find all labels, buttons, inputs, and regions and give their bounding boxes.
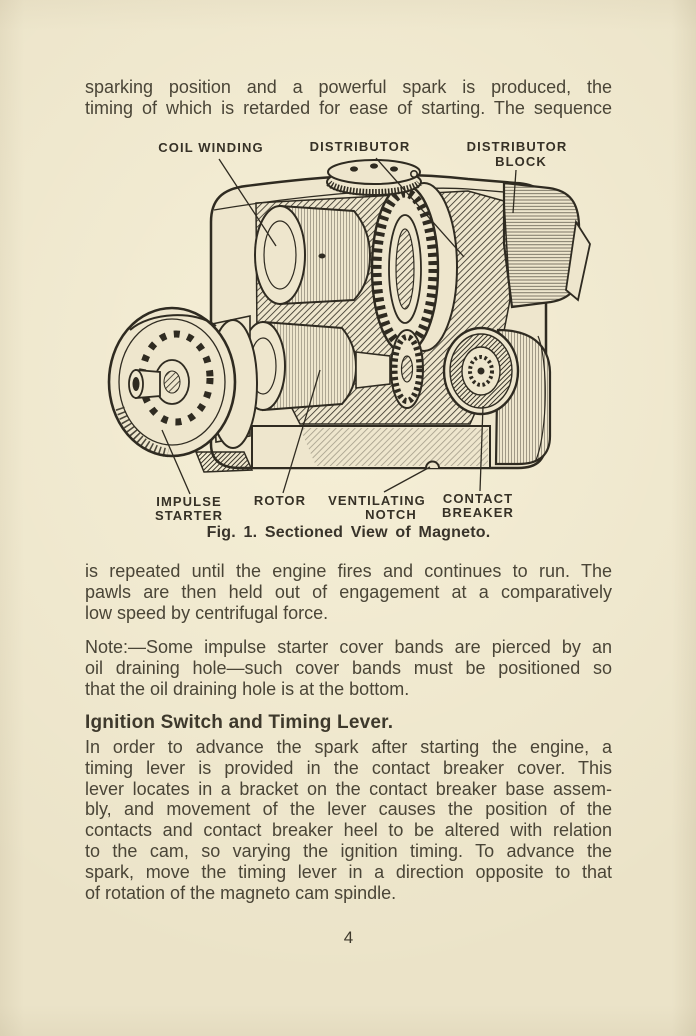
text-line: sparking position and a powerful spark is produced, the bbox=[85, 77, 612, 97]
label-ventilating-notch: NOTCH bbox=[365, 507, 417, 522]
section-heading: Ignition Switch and Timing Lever. bbox=[85, 712, 394, 733]
timing-paragraph bbox=[85, 737, 612, 903]
text-line: bly, and movement of the lever causes the position of the bbox=[85, 799, 612, 820]
text-line: to the cam, so varying the ignition timing. To advance the bbox=[85, 840, 612, 861]
distributor-block-part bbox=[504, 183, 590, 307]
magneto-base bbox=[252, 426, 490, 468]
impulse-starter-part bbox=[109, 308, 257, 472]
rotor-part bbox=[241, 322, 356, 410]
label-rotor: ROTOR bbox=[253, 493, 307, 508]
rotor-shaft bbox=[356, 352, 390, 388]
text-line: spark, move the timing lever in a direction opposite to that bbox=[85, 861, 612, 882]
label-contact-breaker: BREAKER bbox=[442, 505, 514, 520]
text-line: oil draining hole—such cover bands must be positioned so bbox=[85, 657, 612, 678]
label-impulse-starter: IMPULSE bbox=[156, 494, 222, 509]
text-line: low speed by centrifugal force. bbox=[85, 602, 329, 623]
coil-winding-part bbox=[255, 206, 370, 304]
contact-breaker-part bbox=[444, 328, 518, 414]
ventilating-notch-part bbox=[426, 462, 439, 469]
text-line: In order to advance the spark after starting the engine, a bbox=[85, 737, 612, 757]
label-ventilating-notch: VENTILATING bbox=[328, 493, 426, 508]
figure-caption: Fig. 1. Sectioned View of Magneto. bbox=[206, 524, 491, 541]
text-line: lever locates in a bracket on the contact breaker base assem- bbox=[85, 778, 612, 799]
pinion-gear bbox=[391, 330, 423, 408]
page-number: 4 bbox=[343, 928, 354, 947]
label-distributor: DISTRIBUTOR bbox=[309, 139, 411, 154]
text-line: of rotation of the magneto cam spindle. bbox=[85, 882, 397, 903]
label-coil-winding: COIL WINDING bbox=[158, 140, 264, 155]
text-line: timing lever is provided in the contact breaker cover. This bbox=[85, 757, 612, 778]
text-line: pawls are then held out of engagement at a comparatively bbox=[85, 581, 612, 602]
label-impulse-starter: STARTER bbox=[154, 508, 224, 523]
intro-paragraph bbox=[85, 77, 612, 119]
label-distributor-block: BLOCK bbox=[495, 154, 547, 169]
leader-line bbox=[384, 467, 430, 492]
text-line: Note:—Some impulse starter cover bands are pierced by an bbox=[85, 637, 612, 657]
text-line: is repeated until the engine fires and continues to run. The bbox=[85, 561, 612, 581]
label-contact-breaker: CONTACT bbox=[442, 491, 514, 506]
distributor-gear bbox=[372, 183, 457, 353]
figure-1 bbox=[85, 130, 615, 525]
label-distributor-block: DISTRIBUTOR bbox=[466, 139, 568, 154]
note-paragraph bbox=[85, 637, 612, 699]
text-line: that the oil draining hole is at the bottom. bbox=[85, 678, 410, 699]
magneto-illustration bbox=[85, 130, 615, 525]
text-line: contacts and contact breaker heel to be altered with relation bbox=[85, 820, 612, 841]
text-line: timing of which is retarded for ease of starting. The sequence bbox=[85, 97, 612, 118]
repeat-paragraph bbox=[85, 561, 612, 623]
distributor-cap-part bbox=[327, 160, 421, 195]
